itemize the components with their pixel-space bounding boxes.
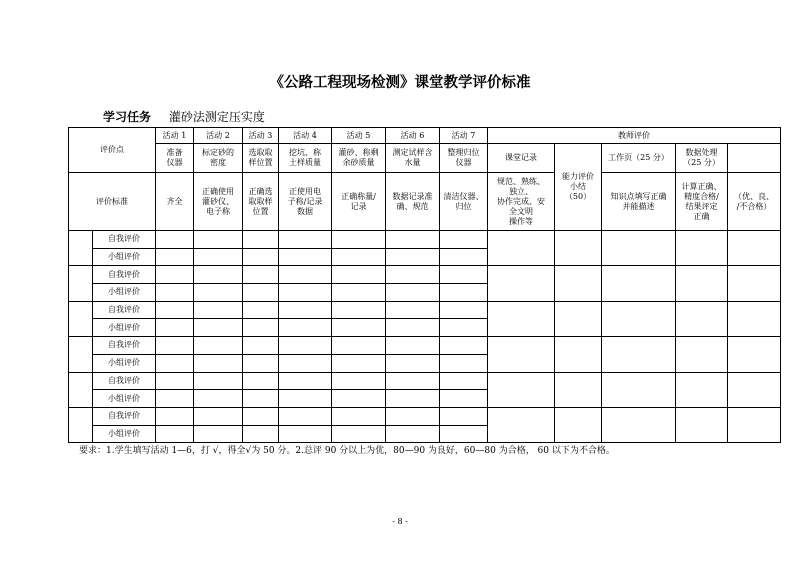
activity-score-cell[interactable] [440,319,488,337]
activity-score-cell[interactable] [332,407,386,425]
activity-score-cell[interactable] [332,319,386,337]
activity-score-cell[interactable] [440,390,488,408]
activity-task: 准备 仪器 [156,144,194,173]
teacher-score-cell[interactable] [488,337,555,372]
self-eval-label: 自我评价 [93,231,156,249]
activity-score-cell[interactable] [156,301,194,319]
activity-header: 活动 7 [440,128,488,144]
student-cell[interactable] [69,407,93,442]
activity-score-cell[interactable] [440,284,488,302]
activity-score-cell[interactable] [386,266,440,284]
criterion: 正确选 取取样 位置 [243,173,279,231]
activity-score-cell[interactable] [156,390,194,408]
activity-header: 活动 6 [386,128,440,144]
activity-task: 挖坑、称 土样质量 [279,144,332,173]
activity-score-cell[interactable] [194,301,243,319]
activity-score-cell[interactable] [194,248,243,266]
activity-score-cell[interactable] [332,266,386,284]
activity-score-cell[interactable] [194,425,243,443]
activity-score-cell[interactable] [156,266,194,284]
activity-score-cell[interactable] [279,337,332,355]
self-eval-label: 自我评价 [93,407,156,425]
activity-task: 整理归位 仪器 [440,144,488,173]
teacher-score-cell[interactable] [488,266,555,301]
activity-score-cell[interactable] [279,231,332,249]
activity-score-cell[interactable] [156,248,194,266]
activity-score-cell[interactable] [194,390,243,408]
teacher-score-cell[interactable] [728,372,781,407]
activity-score-cell[interactable] [243,301,279,319]
activity-score-cell[interactable] [243,248,279,266]
teacher-score-cell[interactable] [676,407,728,442]
activity-header: 活动 3 [243,128,279,144]
activity-score-cell[interactable] [440,231,488,249]
activity-score-cell[interactable] [156,372,194,390]
eval-standard-header: 评价标准 [69,173,156,231]
teacher-score-cell[interactable] [676,337,728,372]
teacher-score-cell[interactable] [728,407,781,442]
teacher-score-cell[interactable] [555,301,602,336]
activity-score-cell[interactable] [194,407,243,425]
worksheet-header: 工作页（25 分） [602,144,676,173]
activity-score-cell[interactable] [332,231,386,249]
teacher-eval-header: 教师评价 [488,128,781,144]
activity-score-cell[interactable] [440,248,488,266]
activity-header: 活动 4 [279,128,332,144]
table-row [69,301,781,319]
activity-header: 活动 2 [194,128,243,144]
activity-score-cell[interactable] [386,248,440,266]
learning-task [103,108,265,125]
page-title: 《公路工程现场检测》课堂教学评价标准 [269,74,531,91]
activity-score-cell[interactable] [386,301,440,319]
data-processing-header: 数据处理 （25 分） [676,144,728,173]
activity-header: 活动 5 [332,128,386,144]
activity-score-cell[interactable] [440,266,488,284]
activity-header: 活动 1 [156,128,194,144]
activity-score-cell[interactable] [156,231,194,249]
group-eval-label: 小组评价 [93,390,156,408]
evaluation-table [68,127,781,443]
activity-score-cell[interactable] [386,425,440,443]
activity-score-cell[interactable] [156,425,194,443]
activity-score-cell[interactable] [279,319,332,337]
activity-score-cell[interactable] [440,372,488,390]
self-eval-label: 自我评价 [93,266,156,284]
teacher-score-cell[interactable] [676,231,728,266]
activity-score-cell[interactable] [243,284,279,302]
teacher-score-cell[interactable] [555,407,602,442]
activity-score-cell[interactable] [194,266,243,284]
activity-score-cell[interactable] [243,266,279,284]
activity-score-cell[interactable] [440,337,488,355]
activity-score-cell[interactable] [156,319,194,337]
group-eval-label: 小组评价 [93,425,156,443]
activity-score-cell[interactable] [194,284,243,302]
activity-task: 灌砂、称剩 余砂质量 [332,144,386,173]
activity-score-cell[interactable] [386,319,440,337]
ability-eval-header: 能力评价 小结 （50） [555,144,602,231]
activity-score-cell[interactable] [440,301,488,319]
teacher-score-cell[interactable] [488,301,555,336]
teacher-score-cell[interactable] [488,407,555,442]
activity-score-cell[interactable] [386,407,440,425]
requirements-note: 要求：1.学生填写活动 1—6，打 √，得全√为 50 分。2.总评 90 分以上为优，80—90 为良好，60—80 为合格， 60 以下为不合格。 [79,446,615,456]
teacher-score-cell[interactable] [602,407,676,442]
activity-score-cell[interactable] [332,337,386,355]
activity-task: 选取取 样位置 [243,144,279,173]
activity-score-cell[interactable] [332,301,386,319]
activity-score-cell[interactable] [243,390,279,408]
activity-score-cell[interactable] [386,337,440,355]
activity-score-cell[interactable] [243,372,279,390]
activity-score-cell[interactable] [332,284,386,302]
teacher-score-cell[interactable] [676,266,728,301]
criterion: 清洁仪器、 归位 [440,173,488,231]
self-eval-label: 自我评价 [93,301,156,319]
teacher-score-cell[interactable] [555,266,602,301]
activity-score-cell[interactable] [156,337,194,355]
self-eval-label: 自我评价 [93,372,156,390]
activity-score-cell[interactable] [156,407,194,425]
teacher-score-cell[interactable] [488,372,555,407]
activity-score-cell[interactable] [243,425,279,443]
activity-score-cell[interactable] [279,425,332,443]
class-record-header: 课堂记录 [488,144,555,173]
activity-score-cell[interactable] [279,301,332,319]
activity-score-cell[interactable] [332,390,386,408]
teacher-score-cell[interactable] [602,372,676,407]
data-processing-desc: 计算正确、 精度合格/ 结果评定 正确 [676,173,728,231]
activity-score-cell[interactable] [243,337,279,355]
task-value: 灌砂法测定压实度 [168,110,265,124]
self-eval-label: 自我评价 [93,337,156,355]
activity-score-cell[interactable] [386,284,440,302]
teacher-score-cell[interactable] [555,337,602,372]
activity-score-cell[interactable] [279,248,332,266]
table-row [69,407,781,425]
student-cell[interactable] [69,301,93,336]
group-eval-label: 小组评价 [93,354,156,372]
activity-score-cell[interactable] [194,231,243,249]
activity-score-cell[interactable] [156,284,194,302]
table-row [69,372,781,390]
activity-score-cell[interactable] [386,231,440,249]
activity-score-cell[interactable] [156,354,194,372]
activity-score-cell[interactable] [279,407,332,425]
teacher-score-cell[interactable] [728,231,781,266]
activity-score-cell[interactable] [243,407,279,425]
teacher-score-cell[interactable] [602,337,676,372]
group-eval-label: 小组评价 [93,319,156,337]
activity-score-cell[interactable] [243,354,279,372]
activity-score-cell[interactable] [386,354,440,372]
activity-score-cell[interactable] [440,425,488,443]
teacher-score-cell[interactable] [602,301,676,336]
activity-score-cell[interactable] [243,319,279,337]
group-eval-label: 小组评价 [93,284,156,302]
student-cell[interactable] [69,231,93,266]
activity-score-cell[interactable] [279,354,332,372]
table-row [69,337,781,355]
table-row [69,266,781,284]
activity-score-cell[interactable] [279,390,332,408]
teacher-score-cell[interactable] [728,266,781,301]
group-eval-label: 小组评价 [93,248,156,266]
task-label: 学习任务 [103,110,152,124]
eval-rows [69,231,781,443]
teacher-score-cell[interactable] [676,372,728,407]
activity-score-cell[interactable] [332,425,386,443]
activity-score-cell[interactable] [332,354,386,372]
activity-score-cell[interactable] [194,337,243,355]
criterion: 正确使用 灌砂仪、 电子称 [194,173,243,231]
grade-desc: （优、良、 /不合格） [728,173,781,231]
activity-score-cell[interactable] [194,354,243,372]
teacher-score-cell[interactable] [602,266,676,301]
activity-score-cell[interactable] [440,354,488,372]
activity-score-cell[interactable] [279,372,332,390]
criterion: 正确称量/ 记录 [332,173,386,231]
activity-score-cell[interactable] [386,390,440,408]
activity-score-cell[interactable] [243,231,279,249]
worksheet-desc: 知识点填写正确 并能描述 [602,173,676,231]
activity-score-cell[interactable] [194,319,243,337]
activity-score-cell[interactable] [194,372,243,390]
teacher-score-cell[interactable] [555,372,602,407]
criterion: 数据记录准 确、规范 [386,173,440,231]
activity-task: 标定砂的 密度 [194,144,243,173]
grade-spacer [728,144,781,173]
student-cell[interactable] [69,266,93,301]
eval-point-header: 评价点 [69,128,156,173]
activity-score-cell[interactable] [386,372,440,390]
activity-score-cell[interactable] [279,266,332,284]
criterion: 齐全 [156,173,194,231]
student-cell[interactable] [69,337,93,372]
criterion: 正使用电 子称/记录 数据 [279,173,332,231]
teacher-score-cell[interactable] [728,337,781,372]
class-record-desc: 规范、熟练、 独立、 协作完成、安 全文明 操作等 [488,173,555,231]
teacher-score-cell[interactable] [488,231,555,266]
activity-score-cell[interactable] [332,372,386,390]
activity-score-cell[interactable] [279,284,332,302]
activity-task: 测定试样含 水量 [386,144,440,173]
activity-score-cell[interactable] [332,248,386,266]
table-row [69,231,781,249]
teacher-score-cell[interactable] [555,231,602,266]
activity-score-cell[interactable] [440,407,488,425]
student-cell[interactable] [69,372,93,407]
teacher-score-cell[interactable] [602,231,676,266]
teacher-score-cell[interactable] [728,301,781,336]
teacher-score-cell[interactable] [676,301,728,336]
page-number: - 8 - [392,517,408,526]
